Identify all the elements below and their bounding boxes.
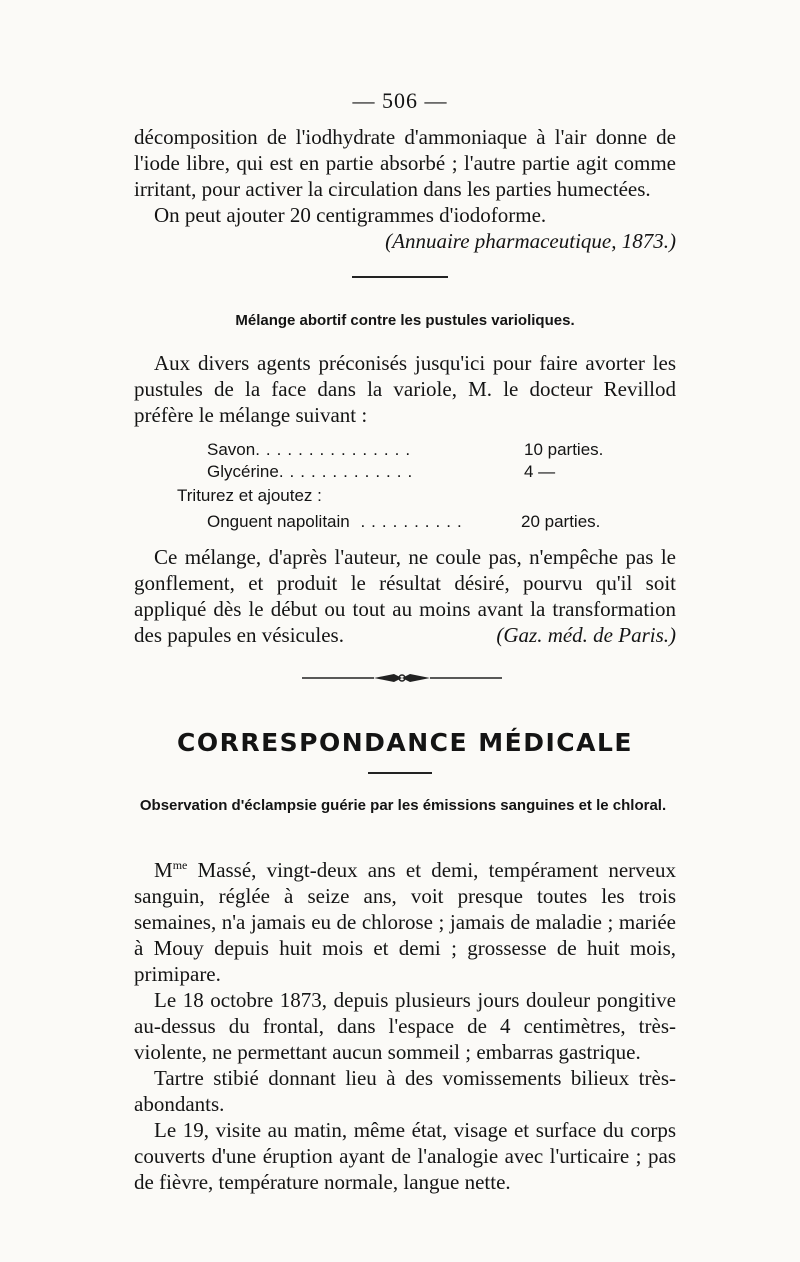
honorific: M (154, 858, 173, 882)
text-para-6: Le 18 octobre 1873, depuis plusieurs jours douleur pongitive au-dessus du frontal, dans l'espace de 4 centimètres, très-violente, ne permettant aucun sommeil ; embarras gastrique. (134, 988, 676, 1064)
recipe-item-3: Onguent napolitain .......... 20 parties. (207, 512, 601, 531)
separator-rule-2 (368, 772, 432, 774)
page-number: — 506 — (352, 88, 448, 113)
text-para-4: Ce mélange, d'après l'auteur, ne coule pas, n'empêche pas le gonflement, et produit le résultat désiré, pourvu qu'il soit appliqué dès le début ou tout au moins avant la transformation des papules en vésicules. (134, 545, 676, 647)
section-title-2: Observation d'éclampsie guérie par les émissions sanguines et le chloral. (139, 797, 667, 814)
recipe-item-1: Savon............... 10 parties. (207, 440, 604, 459)
recipe-item-1-qty: 10 parties. (524, 440, 604, 459)
text-para-8: Le 19, visite au matin, même état, visage et surface du corps couverts d'une éruption ayant de l'analogie avec l'urticaire ; pas de fièvre, température normale, langue nette. (134, 1118, 676, 1194)
source-citation-1: (Annuaire pharmaceutique, 1873.) (385, 229, 676, 253)
recipe-instruction: Triturez et ajoutez : (177, 486, 322, 505)
text-para-1: décomposition de l'iodhydrate d'ammoniaque à l'air donne de l'iode libre, qui est en partie absorbé ; l'autre partie agit comme irritant, pour activer la circulation dans les parties humectées. (134, 125, 676, 201)
separator-rule-1 (352, 276, 448, 278)
ornament-divider (302, 672, 502, 684)
paragraph-1 (134, 124, 676, 254)
recipe-item-2: Glycérine............. 4 — (207, 462, 556, 481)
source-citation-2: (Gaz. méd. de Paris.) (496, 623, 676, 647)
recipe-item-3-qty: 20 parties. (521, 512, 601, 531)
text-para-2: On peut ajouter 20 centigrammes d'iodoforme. (154, 203, 547, 227)
section-title-1: Mélange abortif contre les pustules varioliques. (235, 312, 575, 329)
paragraph-4 (134, 544, 676, 648)
paragraph-5 (134, 852, 676, 1195)
main-heading: CORRESPONDANCE MÉDICALE (176, 728, 634, 757)
honorific-sup: me (172, 858, 188, 872)
text-para-5-body: Massé, vingt-deux ans et demi, tempérament nerveux sanguin, réglée à seize ans, voit presque toutes les trois semaines, n'a jamais eu de chlorose ; jamais de maladie ; mariée à Mouy depuis huit mois et demi ; grossesse de huit mois, primipare. (134, 858, 676, 986)
text-para-5 (134, 852, 676, 987)
recipe-item-2-qty: 4 — (524, 462, 556, 481)
recipe-item-3-name: Onguent napolitain (207, 512, 350, 531)
text-para-3: Aux divers agents préconisés jusqu'ici pour faire avorter les pustules de la face dans la variole, M. le docteur Revillod préfère le mélange suivant : (134, 351, 676, 427)
recipe-item-2-name: Glycérine (207, 462, 279, 481)
recipe-item-1-name: Savon (207, 440, 256, 459)
text-para-7: Tartre stibié donnant lieu à des vomissements bilieux très-abondants. (134, 1066, 676, 1116)
paragraph-3 (134, 350, 676, 428)
